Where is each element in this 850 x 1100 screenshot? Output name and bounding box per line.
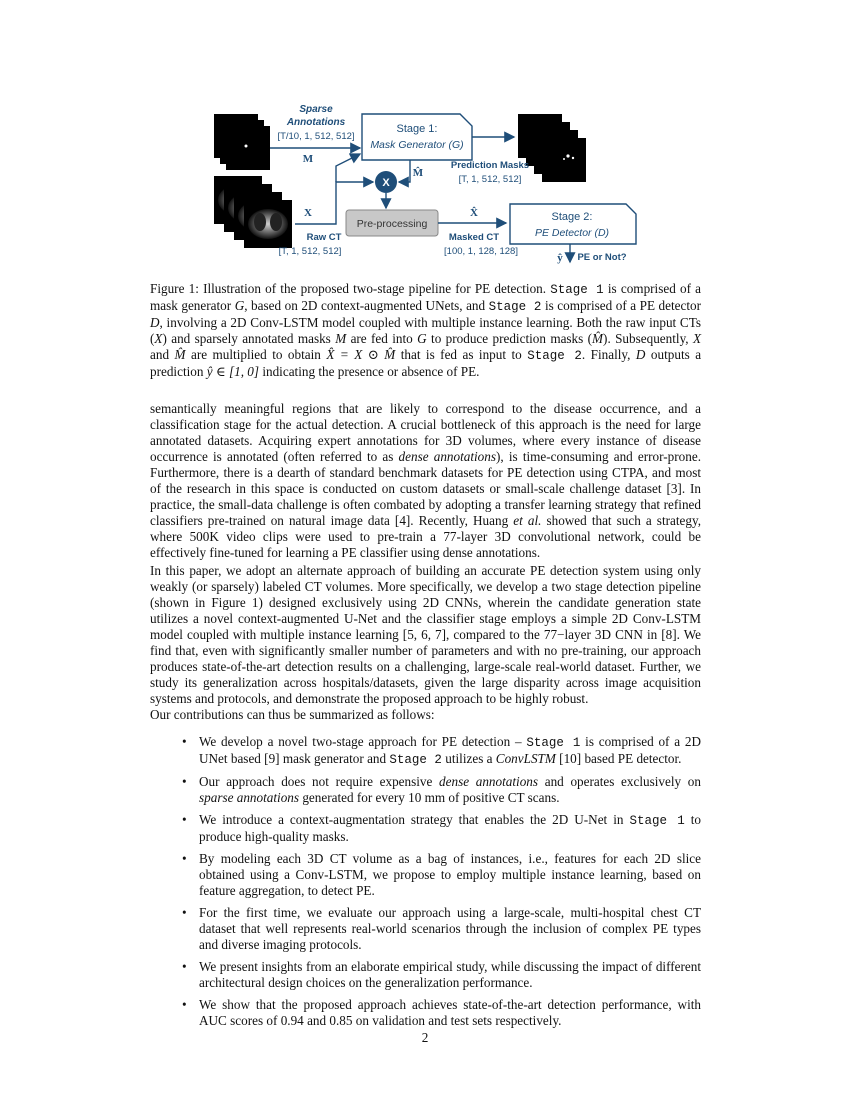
raw-ct-label: Raw CT bbox=[306, 232, 342, 243]
pipeline-diagram bbox=[200, 96, 660, 271]
caption-text: Figure 1: Illustration of the proposed two-stage pipeline for PE detection. bbox=[150, 281, 547, 296]
item-emphasis: sparse annotations bbox=[199, 790, 300, 805]
x-label: X bbox=[304, 207, 312, 219]
caption-math: M bbox=[335, 331, 347, 346]
caption-code: Stage 2 bbox=[488, 300, 542, 314]
raw-ct-shape: [T, 1, 512, 512] bbox=[278, 246, 342, 257]
m-label: M bbox=[302, 153, 314, 165]
caption-text: . Finally, bbox=[581, 347, 631, 362]
caption-math: X̂ = X ⊙ M̂ bbox=[326, 347, 396, 362]
caption-math: ŷ ∈ [1, 0] bbox=[206, 364, 260, 379]
caption-text: and bbox=[150, 347, 170, 362]
item-code: Stage 1 bbox=[629, 814, 685, 828]
paragraph-text: ), is time-consuming and error-prone. Furthermore, there is a dearth of standard benchmark datasets for PE detection using CTPA, and most of the research in this space is conducted on custom datasets or small-scale challenge dataset [3]. In practice, the small-data challenge is often combated by adopting a transfer learning strategy that refined classifiers pre-trained on natural image data [4]. Recently, Huang bbox=[150, 449, 701, 528]
contributions-list bbox=[178, 734, 701, 1035]
item-text: on validation and test sets respectively. bbox=[352, 1013, 562, 1028]
item-number: 0.94 bbox=[280, 1013, 304, 1028]
preproc-label: Pre-processing bbox=[356, 218, 428, 230]
item-text: We show that the proposed approach achieves state-of-the-art detection performance, with AUC scores of bbox=[199, 997, 701, 1028]
bullet-icon: • bbox=[182, 997, 187, 1012]
masked-ct-shape: [100, 1, 128, 128] bbox=[444, 246, 518, 257]
item-emphasis: ConvLSTM bbox=[495, 751, 556, 766]
list-item bbox=[178, 997, 701, 1029]
item-text: and operates exclusively on bbox=[538, 774, 701, 789]
item-text: and bbox=[303, 1013, 330, 1028]
paragraph-text: showed that such a strategy, where 500K video clips were used to pre-train a 77-layer 3D convolutional network, could be effectively fine-tuned for learning a PE classifier using dense annotations. bbox=[150, 513, 701, 560]
caption-math: D bbox=[150, 315, 160, 330]
list-item bbox=[178, 959, 701, 991]
caption-text: is comprised of a PE detector bbox=[544, 298, 702, 313]
masked-ct-label: Masked CT bbox=[448, 232, 500, 243]
caption-text: ). Subsequently, bbox=[603, 331, 689, 346]
item-text: We develop a novel two-stage approach for PE detection – bbox=[199, 734, 527, 749]
caption-text: are multiplied to obtain bbox=[190, 347, 321, 362]
caption-text: , based on 2D context-augmented UNets, and bbox=[244, 298, 486, 313]
raw-ct-stack bbox=[214, 176, 292, 248]
caption-text: are fed into bbox=[350, 331, 413, 346]
bullet-icon: • bbox=[182, 734, 187, 749]
item-text: By modeling each 3D CT volume as a bag of instances, i.e., features for each 2D slice obtained using a Conv-LSTM, we propose to employ multiple instance learning, based on feature aggregation, to detect PE. bbox=[199, 851, 701, 898]
caption-code: Stage 2 bbox=[527, 349, 582, 363]
xhat-label: X̂ bbox=[470, 207, 478, 219]
prediction-mask-stack bbox=[518, 114, 586, 182]
figure-caption bbox=[150, 281, 701, 380]
caption-text: , involving a 2D Conv-LSTM model coupled with multiple instance learning. Both the raw input CTs ( bbox=[150, 315, 701, 346]
stage1-title: Stage 1: bbox=[396, 123, 438, 135]
paragraph-emphasis: dense annotations bbox=[398, 449, 497, 464]
caption-math: X bbox=[692, 331, 702, 346]
body-paragraph-3: Our contributions can thus be summarized as follows: bbox=[150, 707, 435, 722]
paragraph-text: semantically meaningful regions that are likely to correspond to the disease occurrence, and a classification stage for the actual detection. A crucial bottleneck of this approach is the need for large annotated datasets. Acquiring expert annotations for 3D volumes, where every instance of disease occurrence is annotated (often referred to as bbox=[150, 401, 701, 464]
caption-text: outputs a prediction bbox=[150, 347, 702, 379]
caption-math: G bbox=[234, 298, 245, 313]
sparse-label-1: Sparse bbox=[299, 104, 333, 115]
item-emphasis: dense annotations bbox=[439, 774, 539, 789]
stage1-sub: Mask Generator (G) bbox=[370, 139, 464, 151]
item-code: Stage 1 bbox=[526, 736, 581, 750]
caption-math: D bbox=[635, 347, 646, 362]
caption-text: that is fed as input to bbox=[400, 347, 522, 362]
page-number: 2 bbox=[421, 1030, 429, 1045]
bullet-icon: • bbox=[182, 774, 187, 789]
mhat-label: M̂ bbox=[412, 167, 424, 179]
bullet-icon: • bbox=[182, 905, 187, 920]
caption-math: G bbox=[417, 331, 427, 346]
item-text: For the first time, we evaluate our approach using a large-scale, multi-hospital chest CT dataset that well represents real-world scenarios through the inclusion of complex PE types and diverse imaging protocols. bbox=[199, 905, 701, 952]
list-item bbox=[178, 851, 701, 899]
sparse-annotation-masks bbox=[214, 114, 270, 170]
list-item bbox=[178, 812, 701, 845]
item-text: to produce high-quality masks. bbox=[199, 812, 702, 844]
bullet-icon: • bbox=[182, 851, 187, 866]
item-text: We present insights from an elaborate empirical study, while discussing the impact of different architectural design choices on the generalization performance. bbox=[199, 959, 701, 990]
caption-math: M̂ bbox=[592, 331, 604, 346]
sparse-shape: [T/10, 1, 512, 512] bbox=[277, 131, 355, 142]
pred-masks-label: Prediction Masks bbox=[450, 160, 530, 171]
item-text: We introduce a context-augmentation strategy that enables the 2D U-Net in bbox=[199, 812, 630, 827]
item-text: generated for every 10 mm of positive CT scans. bbox=[299, 790, 560, 805]
caption-text: ) and sparsely annotated masks bbox=[162, 331, 331, 346]
item-code: Stage 2 bbox=[389, 753, 442, 767]
list-item bbox=[178, 774, 701, 806]
bullet-icon: • bbox=[182, 812, 187, 827]
pe-question: PE or Not? bbox=[577, 252, 627, 263]
list-item bbox=[178, 905, 701, 953]
item-text: is comprised of a 2D UNet based [9] mask generator and bbox=[199, 734, 701, 766]
caption-math: X bbox=[154, 331, 163, 346]
caption-text: to produce prediction masks ( bbox=[431, 331, 593, 346]
item-number: 0.85 bbox=[329, 1013, 353, 1028]
item-text: Our approach does not require expensive bbox=[199, 774, 440, 789]
paragraph-emphasis: et al. bbox=[513, 513, 542, 528]
caption-text: is comprised of a mask generator bbox=[150, 281, 702, 313]
item-text: utilizes a bbox=[441, 751, 496, 766]
stage1-box bbox=[362, 114, 472, 160]
bullet-icon: • bbox=[182, 959, 187, 974]
body-paragraph-1 bbox=[150, 401, 701, 561]
body-paragraph-2: In this paper, we adopt an alternate approach of building an accurate PE detection system using only weakly (or sparsely) labeled CT volumes. More specifically, we develop a two stage detection pipeline (shown in Figure 1) designed exclusively using 2D CNNs, wherein the candidate generation state utilizes a novel context-augmented U-Net and the classifier stage employs a simple 2D Conv-LSTM model coupled with multiple instance learning [5, 6, 7], compared to the 77−layer 3D CNN in [8]. We find that, even with significantly smaller number of parameters and with no pre-training, our approach produces state-of-the-art detection results on a challenging, large-scale real-world dataset. Further, we study its generalization across hospitals/datasets, given the large disparity across image acquisition systems and protocols, and demonstrate the proposed approach to be highly robust. bbox=[150, 563, 701, 706]
stage2-title: Stage 2: bbox=[551, 211, 593, 223]
caption-text: indicating the presence or absence of PE. bbox=[262, 364, 480, 379]
pipeline-figure bbox=[200, 96, 660, 271]
sparse-label-2: Annotations bbox=[286, 117, 346, 128]
pred-masks-shape: [T, 1, 512, 512] bbox=[458, 174, 522, 185]
stage2-sub: PE Detector (D) bbox=[534, 227, 610, 239]
caption-code: Stage 1 bbox=[550, 283, 604, 297]
caption-math: M̂ bbox=[174, 347, 186, 362]
yhat-label: ŷ bbox=[557, 252, 563, 264]
list-item bbox=[178, 734, 701, 768]
item-text: [10] based PE detector. bbox=[555, 751, 682, 766]
multiply-symbol: X bbox=[382, 177, 390, 189]
